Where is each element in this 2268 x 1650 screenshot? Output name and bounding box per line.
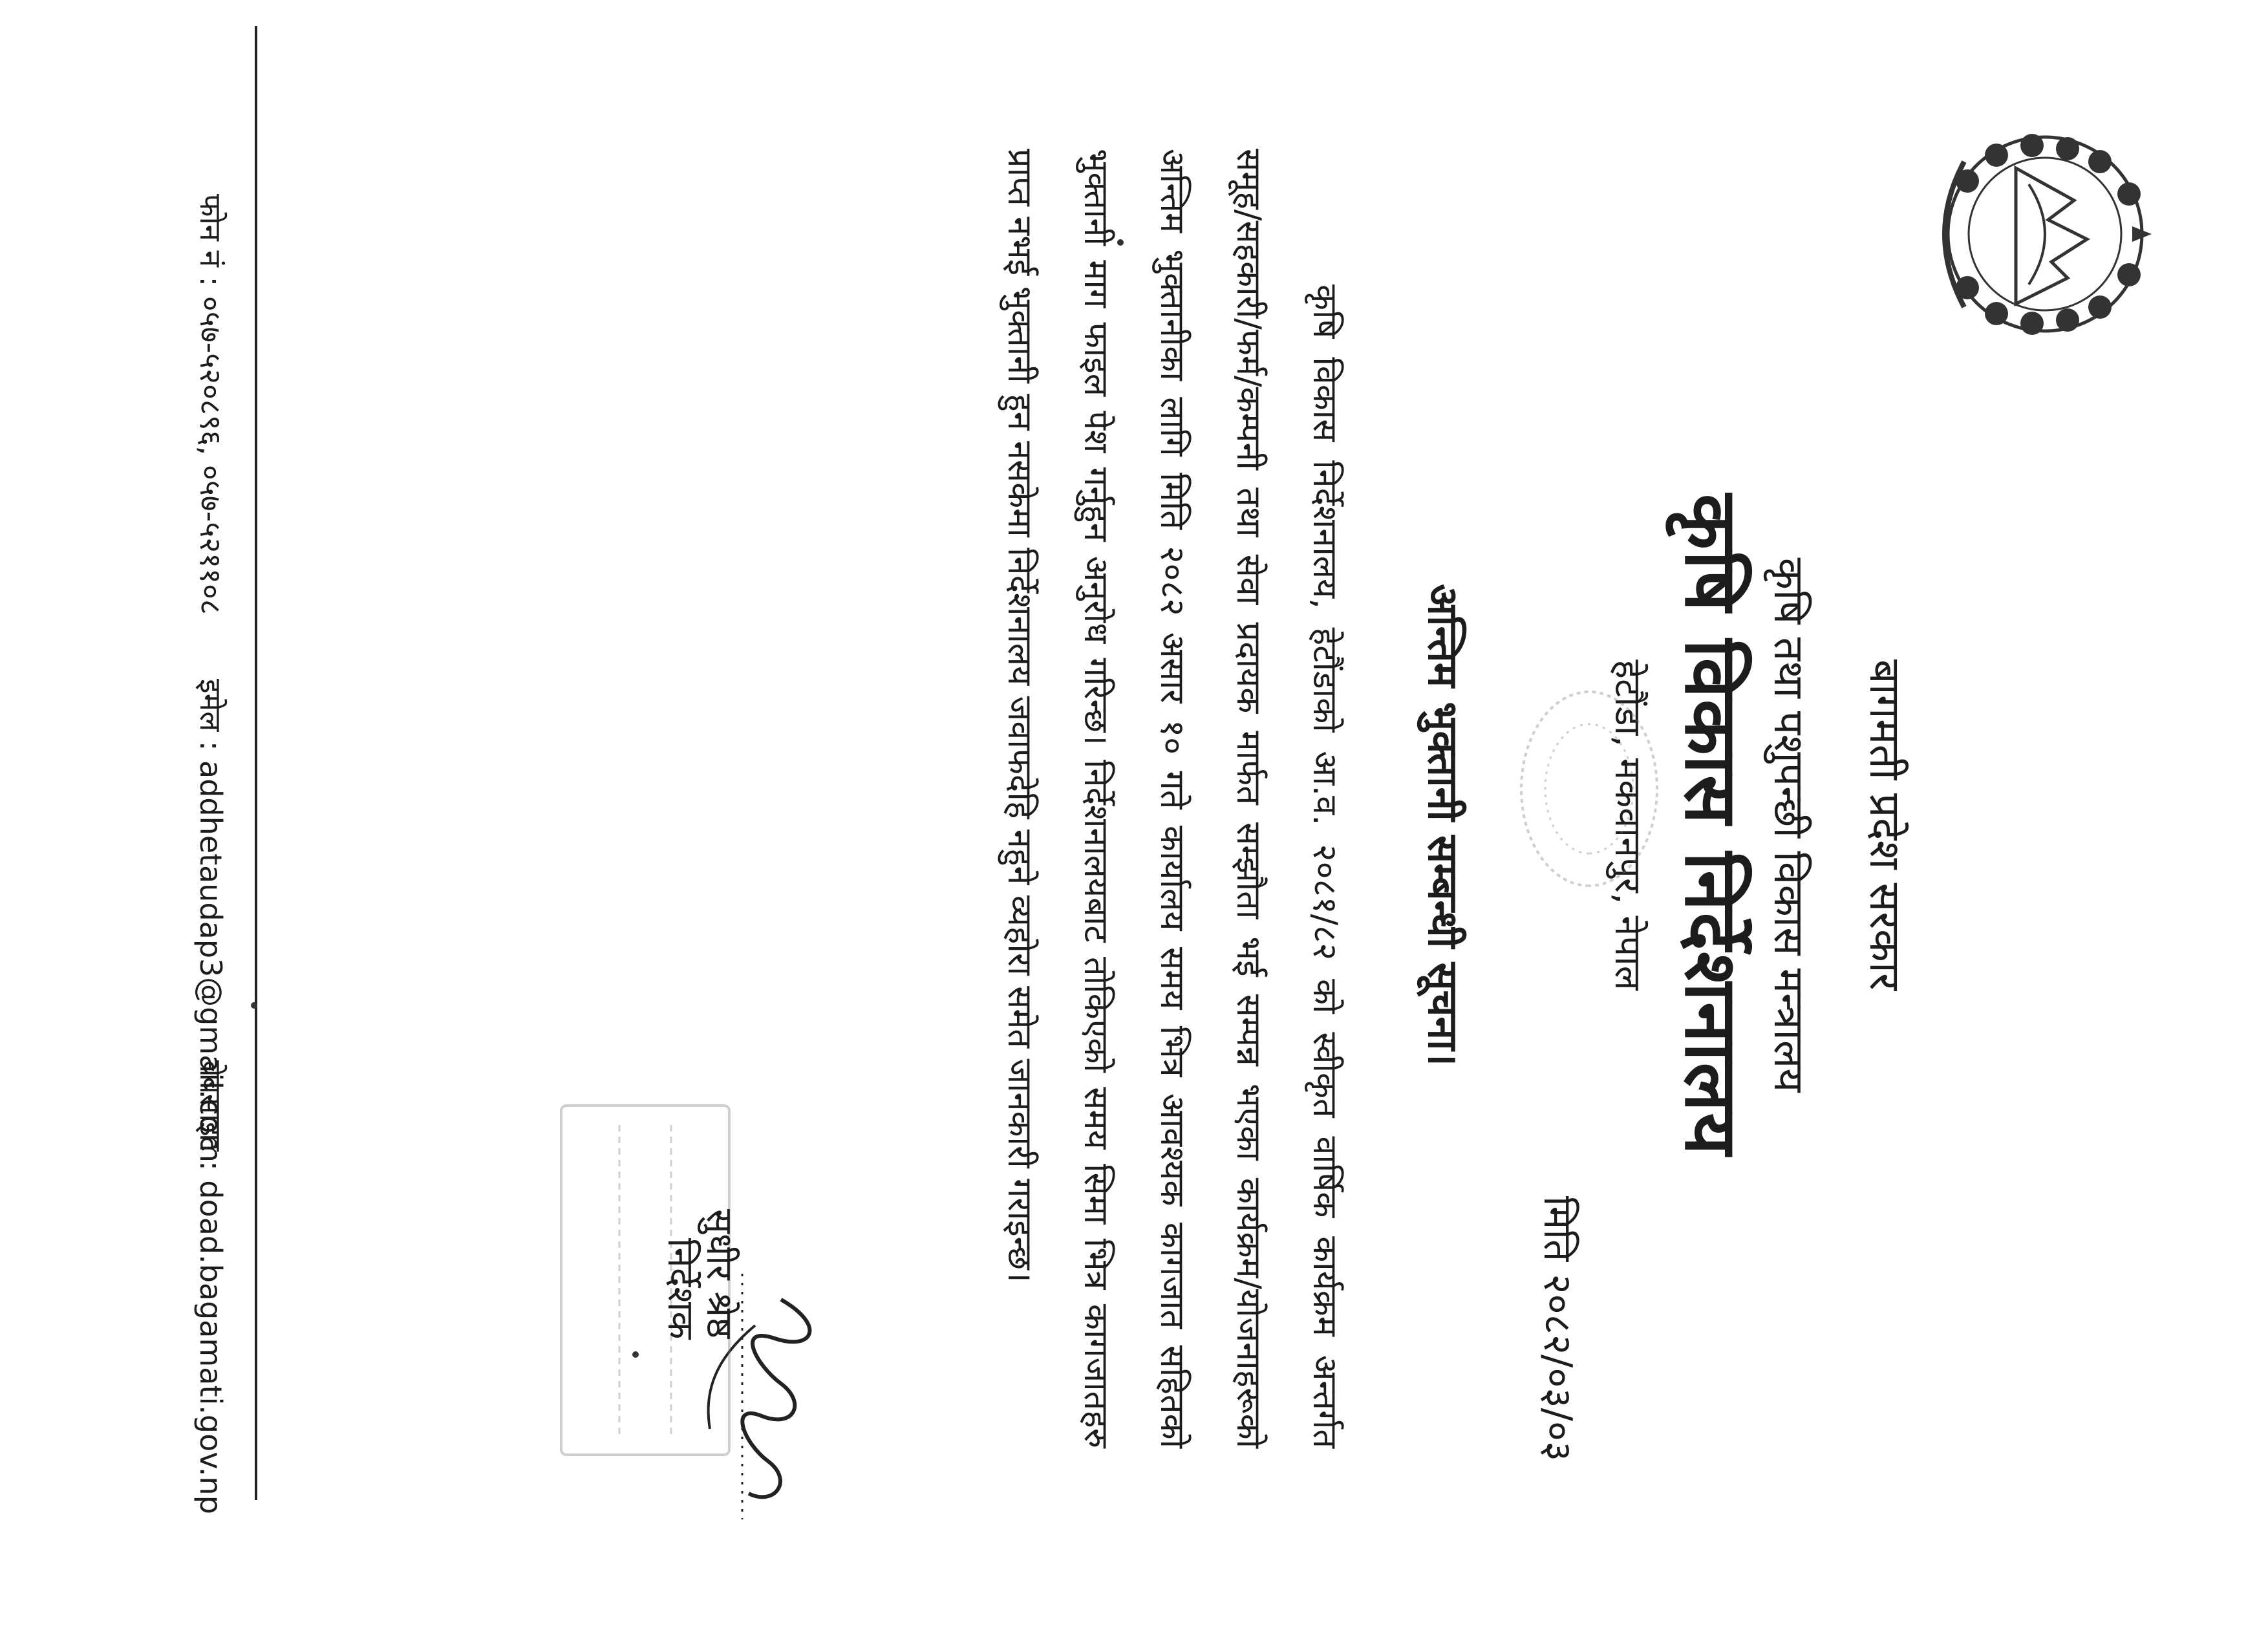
footer-email[interactable]: इमेल : addhetaudap3@gmail.com (193, 679, 228, 1162)
signatory-title: निर्देशक (659, 1238, 701, 1340)
footer-website[interactable]: वेबसाइट : doad.bagamati.gov.np (193, 1060, 228, 1514)
directorate-name: कृषि विकास निर्देशनालय (1669, 493, 1753, 1157)
document-date: मिति २०८२/०३/०३ (1535, 1196, 1580, 1462)
notice-body: कृषि विकास निर्देशनालय, हेटौंडाको आ.व. २०८१/८२ को स्वीकृत वार्षिक कार्यक्रम अन्तर्गत समूह/सहकारी/फर्म/कम्पनी तथा सेवा प्रदायक मार्फत सम्झौता भई सम्पन्न भएका कार्यक्रम/योजनाहरूको अन्तिम भुक्तानीका लागि मिति २०८२ असार १० गते कार्यालय समय भित्र आवश्यक कागजात सहितको भुक्तानी माग फाइल पेश गर्नुहुन अनुरोध गरिन्छ। निर्देशनालयबाट तोकिएको समय सिमा भित्र कागजातहरु प्राप्त नभई भुक्तानी हुन नसकेमा निर्देशनालय जवाफदेहि नहुने व्यहोरा समेत जानकारी गराइन्छ। (1000, 149, 1344, 1448)
ministry-name: कृषि तथा पशुपन्छी विकास मन्त्रालय (1764, 557, 1812, 1093)
scan-speck (1117, 239, 1124, 246)
scan-speck (251, 1002, 257, 1009)
footer-phone: फोन नं : ०५७-५२०८९६, ०५७-५२११०८ (193, 194, 228, 615)
footer-divider (255, 26, 257, 1500)
office-address: हेटौंडा, मकवानपुर, नेपाल (1607, 659, 1649, 991)
government-name: बागमती प्रदेश सरकार (1860, 659, 1910, 991)
nepal-emblem-icon (1932, 123, 2158, 346)
scan-speck (632, 1351, 639, 1358)
signatory-name: सुधीर श्रेष्ठ (698, 1209, 740, 1339)
subject-line: अन्तिम भुक्तानी सम्बन्धी सूचना। (1418, 584, 1466, 1066)
office-stamp-icon (1512, 685, 1667, 892)
